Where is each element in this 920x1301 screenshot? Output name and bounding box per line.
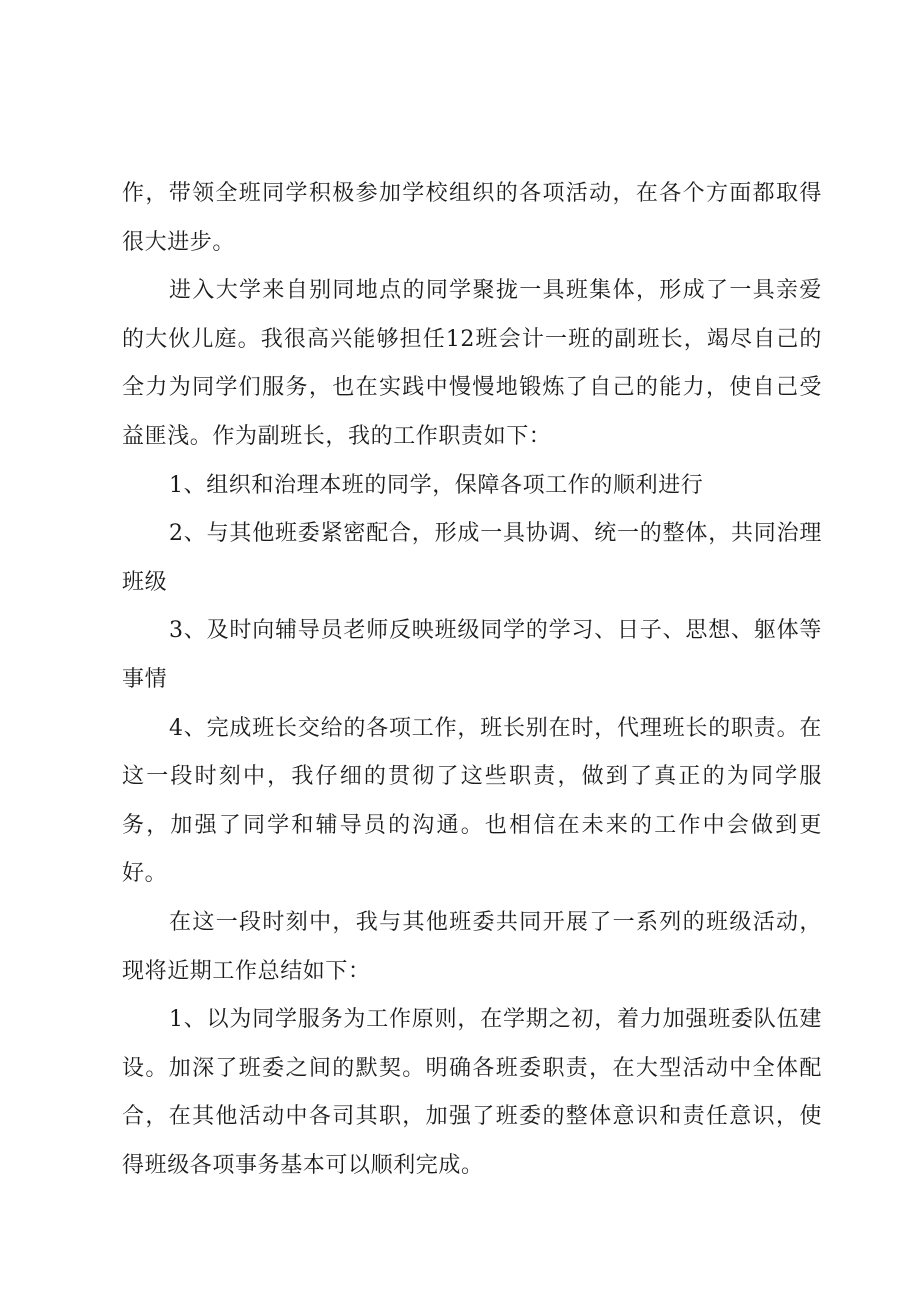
duty-item-3: 3、及时向辅导员老师反映班级同学的学习、日子、思想、躯体等事情 — [122, 618, 822, 692]
duty-item-2: 2、与其他班委紧密配合，形成一具协调、统一的整体，共同治理班级 — [122, 521, 822, 595]
document-body — [122, 170, 822, 1190]
summary-item-1: 1、以为同学服务为工作原则，在学期之初，着力加强班委队伍建设。加深了班委之间的默契。明确各班委职责，在大型活动中全体配合，在其他活动中各司其职，加强了班委的整体意识和责任意识，使得班级各项事务基本可以顺利完成。 — [122, 1007, 822, 1178]
duty-item-1: 1、组织和治理本班的同学，保障各项工作的顺利进行 — [169, 472, 704, 498]
duty-item-4: 4、完成班长交给的各项工作，班长别在时，代理班长的职责。在这一段时刻中，我仔细的贯彻了这些职责，做到了真正的为同学服务，加强了同学和辅导员的沟通。也相信在未来的工作中会做到更好。 — [122, 715, 822, 887]
paragraph-intro: 进入大学来自别同地点的同学聚拢一具班集体，形成了一具亲爱的大伙儿庭。我很高兴能够担任12班会计一班的副班长，竭尽自己的全力为同学们服务，也在实践中慢慢地锻炼了自己的能力，使自己受益匪浅。作为副班长，我的工作职责如下： — [122, 278, 822, 449]
paragraph-continuation: 作，带领全班同学积极参加学校组织的各项活动，在各个方面都取得很大进步。 — [122, 181, 822, 255]
paragraph-summary-intro: 在这一段时刻中，我与其他班委共同开展了一系列的班级活动，现将近期工作总结如下： — [122, 909, 822, 984]
